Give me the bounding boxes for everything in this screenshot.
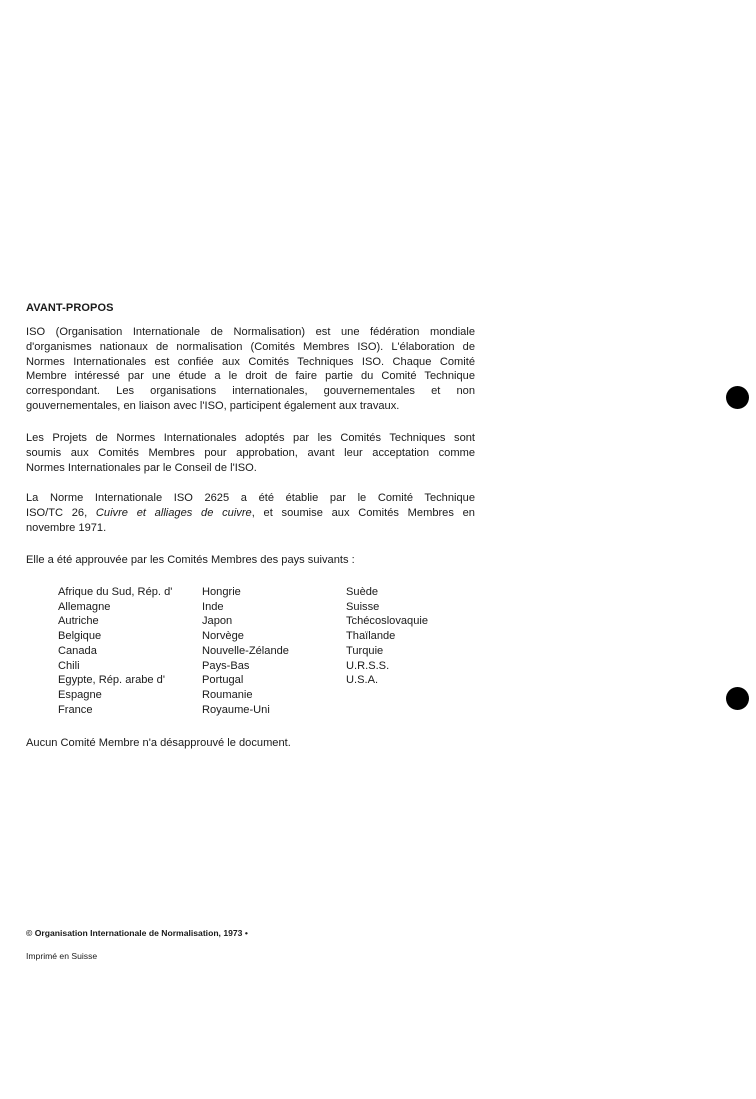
- paragraph-line: La Norme Internationale ISO 2625 a été établie par le Comité Technique: [26, 492, 475, 504]
- foreword-paragraph-projects: [26, 431, 475, 475]
- country-item: Royaume-Uni: [202, 703, 270, 716]
- country-item: Autriche: [58, 615, 99, 628]
- country-item: Tchécoslovaquie: [346, 615, 429, 628]
- paragraph-line: gouvernementales, en liaison avec l'ISO, participent également aux travaux.: [26, 399, 400, 412]
- country-item: Inde: [202, 600, 224, 613]
- country-item: Belgique: [58, 630, 102, 643]
- paragraph-line: correspondant. Les organisations internationales, gouvernementales et non: [26, 385, 475, 398]
- country-item: Turquie: [346, 644, 384, 657]
- country-list-column-2: [202, 585, 289, 717]
- approval-intro: Elle a été approuvée par les Comités Membres des pays suivants :: [26, 554, 355, 566]
- country-item: Allemagne: [58, 600, 111, 613]
- country-item: Nouvelle-Zélande: [202, 644, 289, 657]
- paragraph-line: Les Projets de Normes Internationales adoptés par les Comités Techniques sont: [26, 432, 475, 444]
- country-item: Egypte, Rép. arabe d': [58, 674, 165, 687]
- paragraph-line: ISO (Organisation Internationale de Normalisation) est une fédération mondiale: [26, 326, 475, 338]
- print-location: Imprimé en Suisse: [26, 951, 98, 961]
- country-item: Thaïlande: [346, 630, 396, 643]
- paragraph-line: Normes Internationales par le Conseil de l'ISO.: [26, 461, 257, 474]
- country-list-column-3: [346, 585, 428, 688]
- country-item: France: [58, 703, 93, 716]
- paragraph-line: Normes Internationales est confiée aux Comités Techniques ISO. Chaque Comité: [26, 355, 475, 368]
- paragraph-line: d'organismes nationaux de normalisation (Comités Membres ISO). L'élaboration de: [26, 340, 475, 353]
- paragraph-line: soumis aux Comités Membres pour approbation, avant leur acceptation comme: [26, 446, 475, 459]
- paragraph-line: novembre 1971.: [26, 521, 107, 534]
- country-item: Portugal: [202, 674, 244, 687]
- country-item: Suède: [346, 586, 379, 598]
- binder-hole-top: [726, 386, 749, 409]
- section-heading: AVANT-PROPOS: [26, 302, 114, 314]
- country-item: U.R.S.S.: [346, 659, 390, 672]
- foreword-paragraph-iso: [26, 325, 475, 414]
- country-item: Norvège: [202, 630, 244, 643]
- paragraph-line: Membre intéressé par une étude a le droit de faire partie du Comité Technique: [26, 370, 475, 383]
- binder-hole-bottom: [726, 687, 749, 710]
- country-item: Afrique du Sud, Rép. d': [58, 586, 173, 598]
- country-item: Pays-Bas: [202, 659, 250, 672]
- paragraph-text: , et soumise aux Comités Membres en: [251, 506, 475, 519]
- country-item: Hongrie: [202, 586, 241, 598]
- country-item: Japon: [202, 615, 233, 628]
- country-item: Chili: [58, 659, 80, 672]
- country-item: Canada: [58, 644, 97, 657]
- copyright-notice: © Organisation Internationale de Normalisation, 1973 •: [26, 928, 248, 938]
- country-item: Roumanie: [202, 688, 253, 701]
- committee-ref: ISO/TC 26,: [26, 506, 96, 519]
- country-item: Espagne: [58, 688, 102, 701]
- country-item: Suisse: [346, 600, 380, 613]
- committee-title: Cuivre et alliages de cuivre: [95, 506, 252, 519]
- country-item: U.S.A.: [346, 674, 379, 687]
- disapproval-note: Aucun Comité Membre n'a désapprouvé le document.: [26, 737, 291, 749]
- paragraph-line: [26, 506, 475, 521]
- country-list-column-1: [58, 585, 172, 717]
- foreword-paragraph-standard: [26, 491, 475, 535]
